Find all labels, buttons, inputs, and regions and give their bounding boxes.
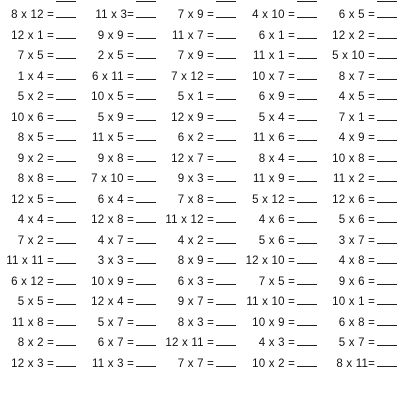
answer-blank[interactable] bbox=[136, 192, 156, 203]
problem-expression: 4 x 4 = bbox=[17, 214, 54, 226]
multiplication-problem bbox=[243, 169, 321, 189]
problem-expression: 4 x 7 = bbox=[97, 234, 134, 247]
problem-expression: 7 x 5 = bbox=[258, 275, 295, 288]
problem-expression: 11 x 3 = bbox=[92, 357, 134, 370]
answer-blank[interactable] bbox=[216, 89, 236, 100]
answer-blank[interactable] bbox=[216, 335, 236, 346]
answer-blank[interactable] bbox=[56, 233, 76, 244]
problem-expression: 6 x 4 = bbox=[97, 193, 134, 206]
problem-expression: 12 x 8 = bbox=[91, 214, 134, 226]
problem-expression: 9 x 6 = bbox=[338, 275, 375, 288]
multiplication-problem bbox=[82, 251, 160, 271]
answer-blank[interactable] bbox=[377, 7, 397, 18]
problem-expression: 7 x 9 = bbox=[177, 9, 214, 21]
problem-expression: 5 x 12 = bbox=[252, 193, 295, 206]
problem-expression: 8 x 2 = bbox=[17, 337, 54, 349]
problem-expression: 11 x 6 = bbox=[253, 132, 295, 144]
multiplication-problem bbox=[243, 231, 321, 251]
answer-blank[interactable] bbox=[377, 356, 397, 367]
problem-expression: 10 x 2 = bbox=[252, 357, 295, 370]
problem-expression: 9 x 7 = bbox=[177, 296, 214, 308]
multiplication-problem bbox=[2, 87, 80, 107]
problem-expression: 4 x 9 = bbox=[338, 132, 375, 144]
answer-blank[interactable] bbox=[297, 294, 317, 305]
clipped-answer-line bbox=[216, 0, 236, 2]
multiplication-problem bbox=[323, 5, 400, 25]
multiplication-problem bbox=[2, 46, 80, 66]
answer-blank[interactable] bbox=[297, 69, 317, 80]
answer-blank[interactable] bbox=[297, 315, 317, 326]
answer-blank[interactable] bbox=[377, 130, 397, 141]
problem-expression: 9 x 9 = bbox=[97, 29, 134, 42]
multiplication-problem bbox=[162, 26, 240, 46]
problem-expression: 8 x 5 = bbox=[17, 132, 54, 144]
multiplication-problem bbox=[2, 272, 80, 292]
problem-expression: 10 x 7 = bbox=[252, 70, 295, 83]
problem-row bbox=[0, 128, 400, 148]
answer-blank[interactable] bbox=[216, 294, 236, 305]
problem-expression: 5 x 5 = bbox=[17, 296, 54, 308]
problem-expression: 6 x 9 = bbox=[258, 91, 295, 103]
problem-expression: 12 x 5 = bbox=[11, 193, 54, 206]
problem-row bbox=[0, 210, 400, 230]
problem-expression: 11 x 10 = bbox=[246, 296, 295, 308]
problem-expression: 7 x 8 = bbox=[177, 193, 214, 206]
answer-blank[interactable] bbox=[216, 253, 236, 264]
multiplication-problem bbox=[2, 128, 80, 148]
multiplication-problem bbox=[323, 108, 400, 128]
multiplication-problem bbox=[82, 231, 160, 251]
problem-row bbox=[0, 87, 400, 107]
answer-blank[interactable] bbox=[56, 356, 76, 367]
multiplication-problem bbox=[243, 210, 321, 230]
multiplication-problem bbox=[82, 5, 160, 25]
answer-blank[interactable] bbox=[136, 274, 156, 285]
problem-expression: 11 x 1 = bbox=[253, 50, 295, 62]
problem-row bbox=[0, 231, 400, 251]
answer-blank[interactable] bbox=[377, 335, 397, 346]
problem-row bbox=[0, 354, 400, 374]
problem-expression: 7 x 5 = bbox=[17, 50, 54, 62]
problem-expression: 9 x 8 = bbox=[97, 152, 134, 165]
answer-blank[interactable] bbox=[56, 192, 76, 203]
problem-row bbox=[0, 251, 400, 271]
answer-blank[interactable] bbox=[136, 315, 156, 326]
multiplication-problem bbox=[2, 67, 80, 87]
problem-expression: 3 x 3 = bbox=[97, 255, 134, 267]
answer-blank[interactable] bbox=[297, 233, 317, 244]
multiplication-problem bbox=[323, 46, 400, 66]
answer-blank[interactable] bbox=[216, 171, 236, 182]
answer-blank[interactable] bbox=[297, 110, 317, 121]
problem-expression: 6 x 11 = bbox=[92, 70, 134, 83]
multiplication-problem bbox=[323, 231, 400, 251]
answer-blank[interactable] bbox=[377, 192, 397, 203]
problem-expression: 4 x 8 = bbox=[338, 255, 375, 267]
answer-blank[interactable] bbox=[56, 48, 76, 59]
answer-blank[interactable] bbox=[297, 192, 317, 203]
multiplication-problem bbox=[82, 292, 160, 312]
problem-expression: 5 x 1 = bbox=[177, 91, 214, 103]
problem-expression: 12 x 4 = bbox=[91, 296, 134, 308]
multiplication-problem bbox=[243, 26, 321, 46]
multiplication-problem bbox=[82, 46, 160, 66]
problem-expression: 10 x 9 = bbox=[252, 316, 295, 329]
answer-blank[interactable] bbox=[377, 233, 397, 244]
answer-blank[interactable] bbox=[377, 110, 397, 121]
clipped-answer-line bbox=[297, 0, 317, 2]
answer-blank[interactable] bbox=[136, 89, 156, 100]
answer-blank[interactable] bbox=[56, 171, 76, 182]
answer-blank[interactable] bbox=[297, 274, 317, 285]
answer-blank[interactable] bbox=[136, 233, 156, 244]
problem-expression: 8 x 11= bbox=[336, 357, 375, 370]
problem-expression: 2 x 5 = bbox=[97, 50, 134, 62]
problem-expression: 8 x 4 = bbox=[258, 152, 295, 165]
multiplication-problem bbox=[243, 251, 321, 271]
multiplication-problem bbox=[162, 190, 240, 210]
answer-blank[interactable] bbox=[297, 212, 317, 223]
problem-expression: 11 x 2 = bbox=[333, 173, 375, 185]
problem-expression: 10 x 5 = bbox=[91, 91, 134, 103]
multiplication-problem bbox=[82, 210, 160, 230]
answer-blank[interactable] bbox=[136, 110, 156, 121]
problem-expression: 12 x 9 = bbox=[171, 111, 214, 124]
multiplication-problem bbox=[243, 272, 321, 292]
problem-expression: 7 x 12 = bbox=[171, 70, 214, 83]
answer-blank[interactable] bbox=[297, 151, 317, 162]
answer-blank[interactable] bbox=[377, 253, 397, 264]
answer-blank[interactable] bbox=[216, 7, 236, 18]
answer-blank[interactable] bbox=[377, 294, 397, 305]
multiplication-problem bbox=[2, 354, 80, 374]
problem-expression: 10 x 9 = bbox=[91, 275, 134, 288]
answer-blank[interactable] bbox=[377, 315, 397, 326]
problem-expression: 10 x 8 = bbox=[332, 152, 375, 165]
problem-expression: 11 x 3= bbox=[95, 9, 134, 21]
problem-expression: 8 x 3 = bbox=[177, 316, 214, 329]
answer-blank[interactable] bbox=[297, 171, 317, 182]
problem-expression: 6 x 12 = bbox=[11, 275, 54, 288]
answer-blank[interactable] bbox=[377, 69, 397, 80]
multiplication-problem bbox=[2, 251, 80, 271]
answer-blank[interactable] bbox=[136, 294, 156, 305]
multiplication-problem bbox=[2, 108, 80, 128]
problem-expression: 6 x 3 = bbox=[177, 275, 214, 288]
problem-expression: 5 x 9 = bbox=[97, 111, 134, 124]
multiplication-problem bbox=[162, 292, 240, 312]
answer-blank[interactable] bbox=[377, 274, 397, 285]
answer-blank[interactable] bbox=[136, 7, 156, 18]
answer-blank[interactable] bbox=[136, 171, 156, 182]
problem-expression: 5 x 7 = bbox=[97, 316, 134, 329]
multiplication-problem bbox=[162, 46, 240, 66]
problem-expression: 7 x 9 = bbox=[177, 50, 214, 62]
multiplication-problem bbox=[82, 313, 160, 333]
problem-expression: 6 x 5 = bbox=[338, 9, 375, 21]
answer-blank[interactable] bbox=[56, 151, 76, 162]
problem-expression: 4 x 6 = bbox=[258, 214, 295, 226]
multiplication-problem bbox=[243, 354, 321, 374]
answer-blank[interactable] bbox=[136, 253, 156, 264]
answer-blank[interactable] bbox=[56, 335, 76, 346]
answer-blank[interactable] bbox=[297, 130, 317, 141]
answer-blank[interactable] bbox=[56, 7, 76, 18]
answer-blank[interactable] bbox=[377, 212, 397, 223]
multiplication-problem bbox=[82, 128, 160, 148]
multiplication-problem bbox=[323, 169, 400, 189]
problem-expression: 9 x 3 = bbox=[177, 173, 214, 185]
multiplication-problem bbox=[162, 5, 240, 25]
problem-expression: 6 x 1 = bbox=[258, 29, 295, 42]
answer-blank[interactable] bbox=[377, 171, 397, 182]
problem-expression: 9 x 2 = bbox=[17, 152, 54, 165]
problem-expression: 6 x 8 = bbox=[338, 316, 375, 329]
multiplication-problem bbox=[243, 190, 321, 210]
multiplication-problem bbox=[162, 169, 240, 189]
problem-expression: 12 x 10 = bbox=[245, 255, 295, 267]
multiplication-problem bbox=[2, 210, 80, 230]
answer-blank[interactable] bbox=[216, 274, 236, 285]
answer-blank[interactable] bbox=[56, 274, 76, 285]
answer-blank[interactable] bbox=[56, 28, 76, 39]
multiplication-problem bbox=[2, 169, 80, 189]
answer-blank[interactable] bbox=[297, 28, 317, 39]
multiplication-problem bbox=[243, 313, 321, 333]
multiplication-problem bbox=[82, 169, 160, 189]
problem-row bbox=[0, 313, 400, 333]
multiplication-problem bbox=[243, 46, 321, 66]
multiplication-problem bbox=[162, 333, 240, 353]
multiplication-problem bbox=[323, 128, 400, 148]
problem-expression: 10 x 1 = bbox=[332, 296, 375, 308]
answer-blank[interactable] bbox=[136, 130, 156, 141]
problem-expression: 5 x 6 = bbox=[258, 234, 295, 247]
multiplication-problem bbox=[162, 67, 240, 87]
multiplication-problem bbox=[243, 292, 321, 312]
answer-blank[interactable] bbox=[216, 356, 236, 367]
multiplication-problem bbox=[243, 108, 321, 128]
answer-blank[interactable] bbox=[216, 130, 236, 141]
problem-expression: 4 x 2 = bbox=[177, 234, 214, 247]
multiplication-problem bbox=[82, 354, 160, 374]
answer-blank[interactable] bbox=[216, 28, 236, 39]
answer-blank[interactable] bbox=[56, 130, 76, 141]
multiplication-problem bbox=[323, 149, 400, 169]
multiplication-problem bbox=[243, 87, 321, 107]
problem-expression: 4 x 3 = bbox=[258, 337, 295, 349]
problem-expression: 11 x 9 = bbox=[253, 173, 295, 185]
answer-blank[interactable] bbox=[297, 335, 317, 346]
problem-expression: 8 x 7 = bbox=[338, 70, 375, 83]
multiplication-problem bbox=[82, 272, 160, 292]
multiplication-problem bbox=[162, 354, 240, 374]
answer-blank[interactable] bbox=[216, 48, 236, 59]
answer-blank[interactable] bbox=[136, 69, 156, 80]
multiplication-problem bbox=[162, 272, 240, 292]
multiplication-problem bbox=[82, 149, 160, 169]
problem-expression: 4 x 5 = bbox=[338, 91, 375, 103]
multiplication-problem bbox=[2, 190, 80, 210]
problem-expression: 8 x 12 = bbox=[11, 9, 54, 21]
answer-blank[interactable] bbox=[216, 110, 236, 121]
problem-expression: 12 x 1 = bbox=[11, 29, 54, 42]
problem-row bbox=[0, 5, 400, 25]
multiplication-problem bbox=[162, 313, 240, 333]
multiplication-problem bbox=[2, 333, 80, 353]
multiplication-problem bbox=[2, 26, 80, 46]
problem-row bbox=[0, 67, 400, 87]
problem-expression: 5 x 4 = bbox=[258, 111, 295, 124]
multiplication-problem bbox=[323, 313, 400, 333]
problem-row bbox=[0, 333, 400, 353]
problem-expression: 5 x 7 = bbox=[338, 337, 375, 349]
problem-expression: 5 x 10 = bbox=[332, 50, 375, 62]
multiplication-problem bbox=[162, 231, 240, 251]
answer-blank[interactable] bbox=[56, 253, 76, 264]
problem-expression: 12 x 6 = bbox=[332, 193, 375, 206]
answer-blank[interactable] bbox=[377, 89, 397, 100]
multiplication-problem bbox=[323, 354, 400, 374]
problem-row bbox=[0, 292, 400, 312]
answer-blank[interactable] bbox=[297, 356, 317, 367]
problem-expression: 12 x 11 = bbox=[165, 337, 214, 349]
clipped-answer-line bbox=[56, 0, 76, 2]
answer-blank[interactable] bbox=[136, 151, 156, 162]
problem-expression: 5 x 2 = bbox=[17, 91, 54, 103]
multiplication-problem bbox=[162, 87, 240, 107]
problem-expression: 11 x 5 = bbox=[92, 132, 134, 144]
problem-expression: 11 x 7 = bbox=[172, 29, 214, 42]
problem-row bbox=[0, 26, 400, 46]
multiplication-problem bbox=[243, 5, 321, 25]
problem-expression: 11 x 12 = bbox=[165, 214, 214, 226]
multiplication-problem bbox=[243, 128, 321, 148]
multiplication-problem bbox=[323, 292, 400, 312]
answer-blank[interactable] bbox=[136, 212, 156, 223]
answer-blank[interactable] bbox=[216, 192, 236, 203]
multiplication-problem bbox=[323, 333, 400, 353]
problem-row bbox=[0, 169, 400, 189]
multiplication-problem bbox=[243, 149, 321, 169]
problem-expression: 7 x 7 = bbox=[177, 357, 214, 370]
multiplication-problem bbox=[162, 251, 240, 271]
multiplication-problem bbox=[243, 67, 321, 87]
multiplication-problem bbox=[82, 108, 160, 128]
multiplication-problem bbox=[2, 5, 80, 25]
multiplication-problem bbox=[162, 128, 240, 148]
problem-row bbox=[0, 108, 400, 128]
multiplication-problem bbox=[243, 333, 321, 353]
answer-blank[interactable] bbox=[297, 89, 317, 100]
problem-expression: 3 x 7 = bbox=[338, 234, 375, 247]
problem-expression: 6 x 7 = bbox=[97, 337, 134, 349]
answer-blank[interactable] bbox=[56, 89, 76, 100]
answer-blank[interactable] bbox=[297, 48, 317, 59]
multiplication-problem bbox=[82, 67, 160, 87]
multiplication-problem bbox=[323, 210, 400, 230]
answer-blank[interactable] bbox=[216, 212, 236, 223]
multiplication-problem bbox=[2, 313, 80, 333]
problem-expression: 12 x 3 = bbox=[11, 357, 54, 370]
multiplication-problem bbox=[82, 333, 160, 353]
problem-expression: 8 x 9 = bbox=[177, 255, 214, 267]
answer-blank[interactable] bbox=[216, 69, 236, 80]
answer-blank[interactable] bbox=[377, 28, 397, 39]
multiplication-problem bbox=[323, 272, 400, 292]
problem-expression: 12 x 7 = bbox=[171, 152, 214, 165]
multiplication-problem bbox=[162, 108, 240, 128]
problem-row bbox=[0, 190, 400, 210]
problem-expression: 7 x 10 = bbox=[91, 173, 134, 185]
answer-blank[interactable] bbox=[216, 151, 236, 162]
problem-expression: 7 x 1 = bbox=[338, 111, 375, 124]
multiplication-problem bbox=[82, 87, 160, 107]
answer-blank[interactable] bbox=[56, 69, 76, 80]
multiplication-problem bbox=[323, 67, 400, 87]
multiplication-problem bbox=[82, 26, 160, 46]
multiplication-problem bbox=[82, 190, 160, 210]
multiplication-problem bbox=[323, 26, 400, 46]
problem-expression: 5 x 6 = bbox=[338, 214, 375, 226]
problem-row bbox=[0, 272, 400, 292]
answer-blank[interactable] bbox=[56, 294, 76, 305]
answer-blank[interactable] bbox=[377, 48, 397, 59]
answer-blank[interactable] bbox=[136, 356, 156, 367]
problem-expression: 11 x 11 = bbox=[6, 255, 54, 267]
multiplication-problem bbox=[323, 190, 400, 210]
problem-expression: 8 x 8 = bbox=[17, 173, 54, 185]
multiplication-problem bbox=[2, 149, 80, 169]
problem-expression: 12 x 2 = bbox=[332, 29, 375, 42]
problem-row bbox=[0, 149, 400, 169]
answer-blank[interactable] bbox=[377, 151, 397, 162]
answer-blank[interactable] bbox=[56, 212, 76, 223]
answer-blank[interactable] bbox=[297, 7, 317, 18]
problem-expression: 11 x 8 = bbox=[12, 316, 54, 329]
problem-expression: 10 x 6 = bbox=[11, 111, 54, 124]
answer-blank[interactable] bbox=[136, 48, 156, 59]
answer-blank[interactable] bbox=[136, 335, 156, 346]
problem-expression: 4 x 10 = bbox=[252, 9, 295, 21]
multiplication-problem bbox=[323, 251, 400, 271]
answer-blank[interactable] bbox=[56, 315, 76, 326]
clipped-answer-line bbox=[136, 0, 156, 2]
multiplication-problem bbox=[162, 210, 240, 230]
problem-row bbox=[0, 46, 400, 66]
answer-blank[interactable] bbox=[297, 253, 317, 264]
problem-expression: 1 x 4 = bbox=[17, 70, 54, 83]
clipped-answer-line bbox=[377, 0, 397, 2]
problem-expression: 7 x 2 = bbox=[17, 234, 54, 247]
multiplication-problem bbox=[2, 292, 80, 312]
multiplication-problem bbox=[323, 87, 400, 107]
answer-blank[interactable] bbox=[216, 233, 236, 244]
answer-blank[interactable] bbox=[216, 315, 236, 326]
problem-expression: 6 x 2 = bbox=[177, 132, 214, 144]
answer-blank[interactable] bbox=[56, 110, 76, 121]
answer-blank[interactable] bbox=[136, 28, 156, 39]
multiplication-problem bbox=[2, 231, 80, 251]
multiplication-problem bbox=[162, 149, 240, 169]
